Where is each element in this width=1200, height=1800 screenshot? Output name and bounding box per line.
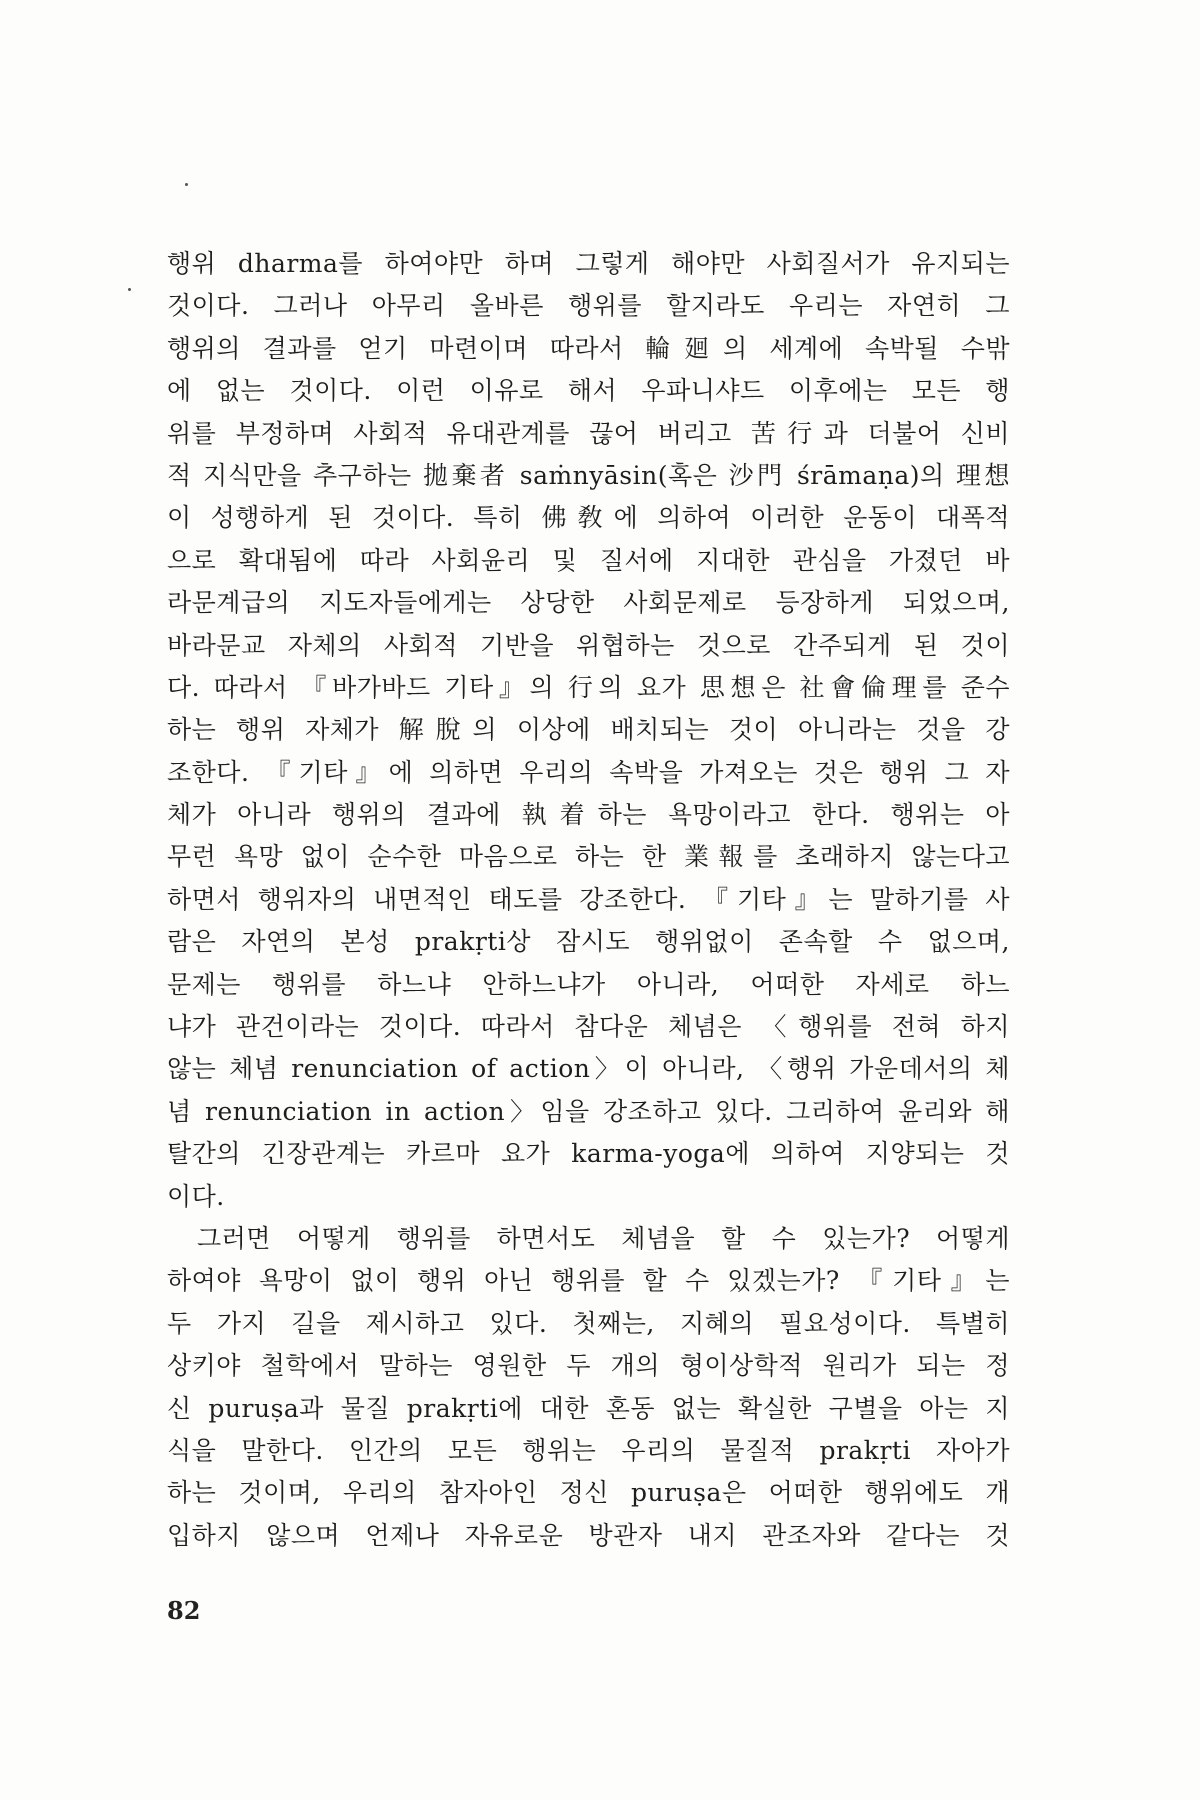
text-line: 신 puruṣa과 물질 prakṛti에 대한 혼동 없는 확실한 구별을 아는 지 <box>167 1393 1010 1423</box>
text-line: 행위의 결과를 얻기 마련이며 따라서 輪廻의 세계에 속박될 수밖 <box>167 333 1010 363</box>
text-line: 바라문교 자체의 사회적 기반을 위협하는 것으로 간주되게 된 것이 <box>167 630 1010 660</box>
text-line: 하는 행위 자체가 解脫의 이상에 배치되는 것이 아니라는 것을 강 <box>167 715 1010 745</box>
text-line: 않는 체념 renunciation of action〉이 아니라, 〈행위 가운데서의 체 <box>167 1054 1010 1084</box>
text-line: 문제는 행위를 하느냐 안하느냐가 아니라, 어떠한 자세로 하느 <box>167 969 1010 999</box>
body-text <box>167 243 1010 1557</box>
text-line: 에 없는 것이다. 이런 이유로 해서 우파니샤드 이후에는 모든 행 <box>167 376 1010 406</box>
text-line: 행위 dharma를 하여야만 하며 그렇게 해야만 사회질서가 유지되는 <box>167 249 1010 278</box>
text-line: 하여야 욕망이 없이 행위 아닌 행위를 할 수 있겠는가? 『기타』는 <box>167 1266 1010 1296</box>
text-line: 적 지식만을 추구하는 拋棄者 saṁnyāsin(혹은 沙門 śrāmaṇa)의 理想 <box>167 460 1010 490</box>
text-line: 탈간의 긴장관계는 카르마 요가 karma-yoga에 의하여 지양되는 것 <box>167 1139 1010 1169</box>
text-line: 람은 자연의 본성 prakṛti상 잠시도 행위없이 존속할 수 없으며, <box>167 927 1010 957</box>
speck-mark <box>128 288 131 291</box>
text-line: 것이다. 그러나 아무리 올바른 행위를 할지라도 우리는 자연히 그 <box>167 291 1010 321</box>
text-line: 냐가 관건이라는 것이다. 따라서 참다운 체념은 〈행위를 전혀 하지 <box>167 1012 1010 1042</box>
text-line: 식을 말한다. 인간의 모든 행위는 우리의 물질적 prakṛti 자아가 <box>167 1435 1010 1465</box>
text-line: 그러면 어떻게 행위를 하면서도 체념을 할 수 있는가? 어떻게 <box>197 1223 1010 1253</box>
text-line: 하면서 행위자의 내면적인 태도를 강조한다. 『기타』는 말하기를 사 <box>167 884 1010 914</box>
text-line: 입하지 않으며 언제나 자유로운 방관자 내지 관조자와 같다는 것 <box>167 1520 1010 1550</box>
text-line: 다. 따라서 『바가바드 기타』의 行의 요가 思想은 社會倫理를 준수 <box>167 672 1010 702</box>
text-line: 두 가지 길을 제시하고 있다. 첫째는, 지혜의 필요성이다. 특별히 <box>167 1308 1010 1338</box>
text-line: 무런 욕망 없이 순수한 마음으로 하는 한 業報를 초래하지 않는다고 <box>167 842 1010 872</box>
text-line: 으로 확대됨에 따라 사회윤리 및 질서에 지대한 관심을 가졌던 바 <box>167 545 1010 575</box>
text-line: 이다. <box>167 1181 225 1211</box>
speck-mark <box>185 183 188 186</box>
page-number: 82 <box>167 1596 201 1625</box>
text-line: 체가 아니라 행위의 결과에 執着하는 욕망이라고 한다. 행위는 아 <box>167 800 1010 830</box>
text-line: 이 성행하게 된 것이다. 특히 佛敎에 의하여 이러한 운동이 대폭적 <box>167 503 1010 533</box>
text-line: 상키야 철학에서 말하는 영원한 두 개의 형이상학적 원리가 되는 정 <box>167 1351 1010 1381</box>
text-line: 념 renunciation in action〉임을 강조하고 있다. 그리하여 윤리와 해 <box>167 1096 1010 1126</box>
text-line: 라문계급의 지도자들에게는 상당한 사회문제로 등장하게 되었으며, <box>167 588 1010 618</box>
text-line: 조한다. 『기타』에 의하면 우리의 속박을 가져오는 것은 행위 그 자 <box>167 757 1010 787</box>
text-line: 위를 부정하며 사회적 유대관계를 끊어 버리고 苦行과 더불어 신비 <box>167 418 1010 448</box>
text-line: 하는 것이며, 우리의 참자아인 정신 puruṣa은 어떠한 행위에도 개 <box>167 1478 1010 1508</box>
